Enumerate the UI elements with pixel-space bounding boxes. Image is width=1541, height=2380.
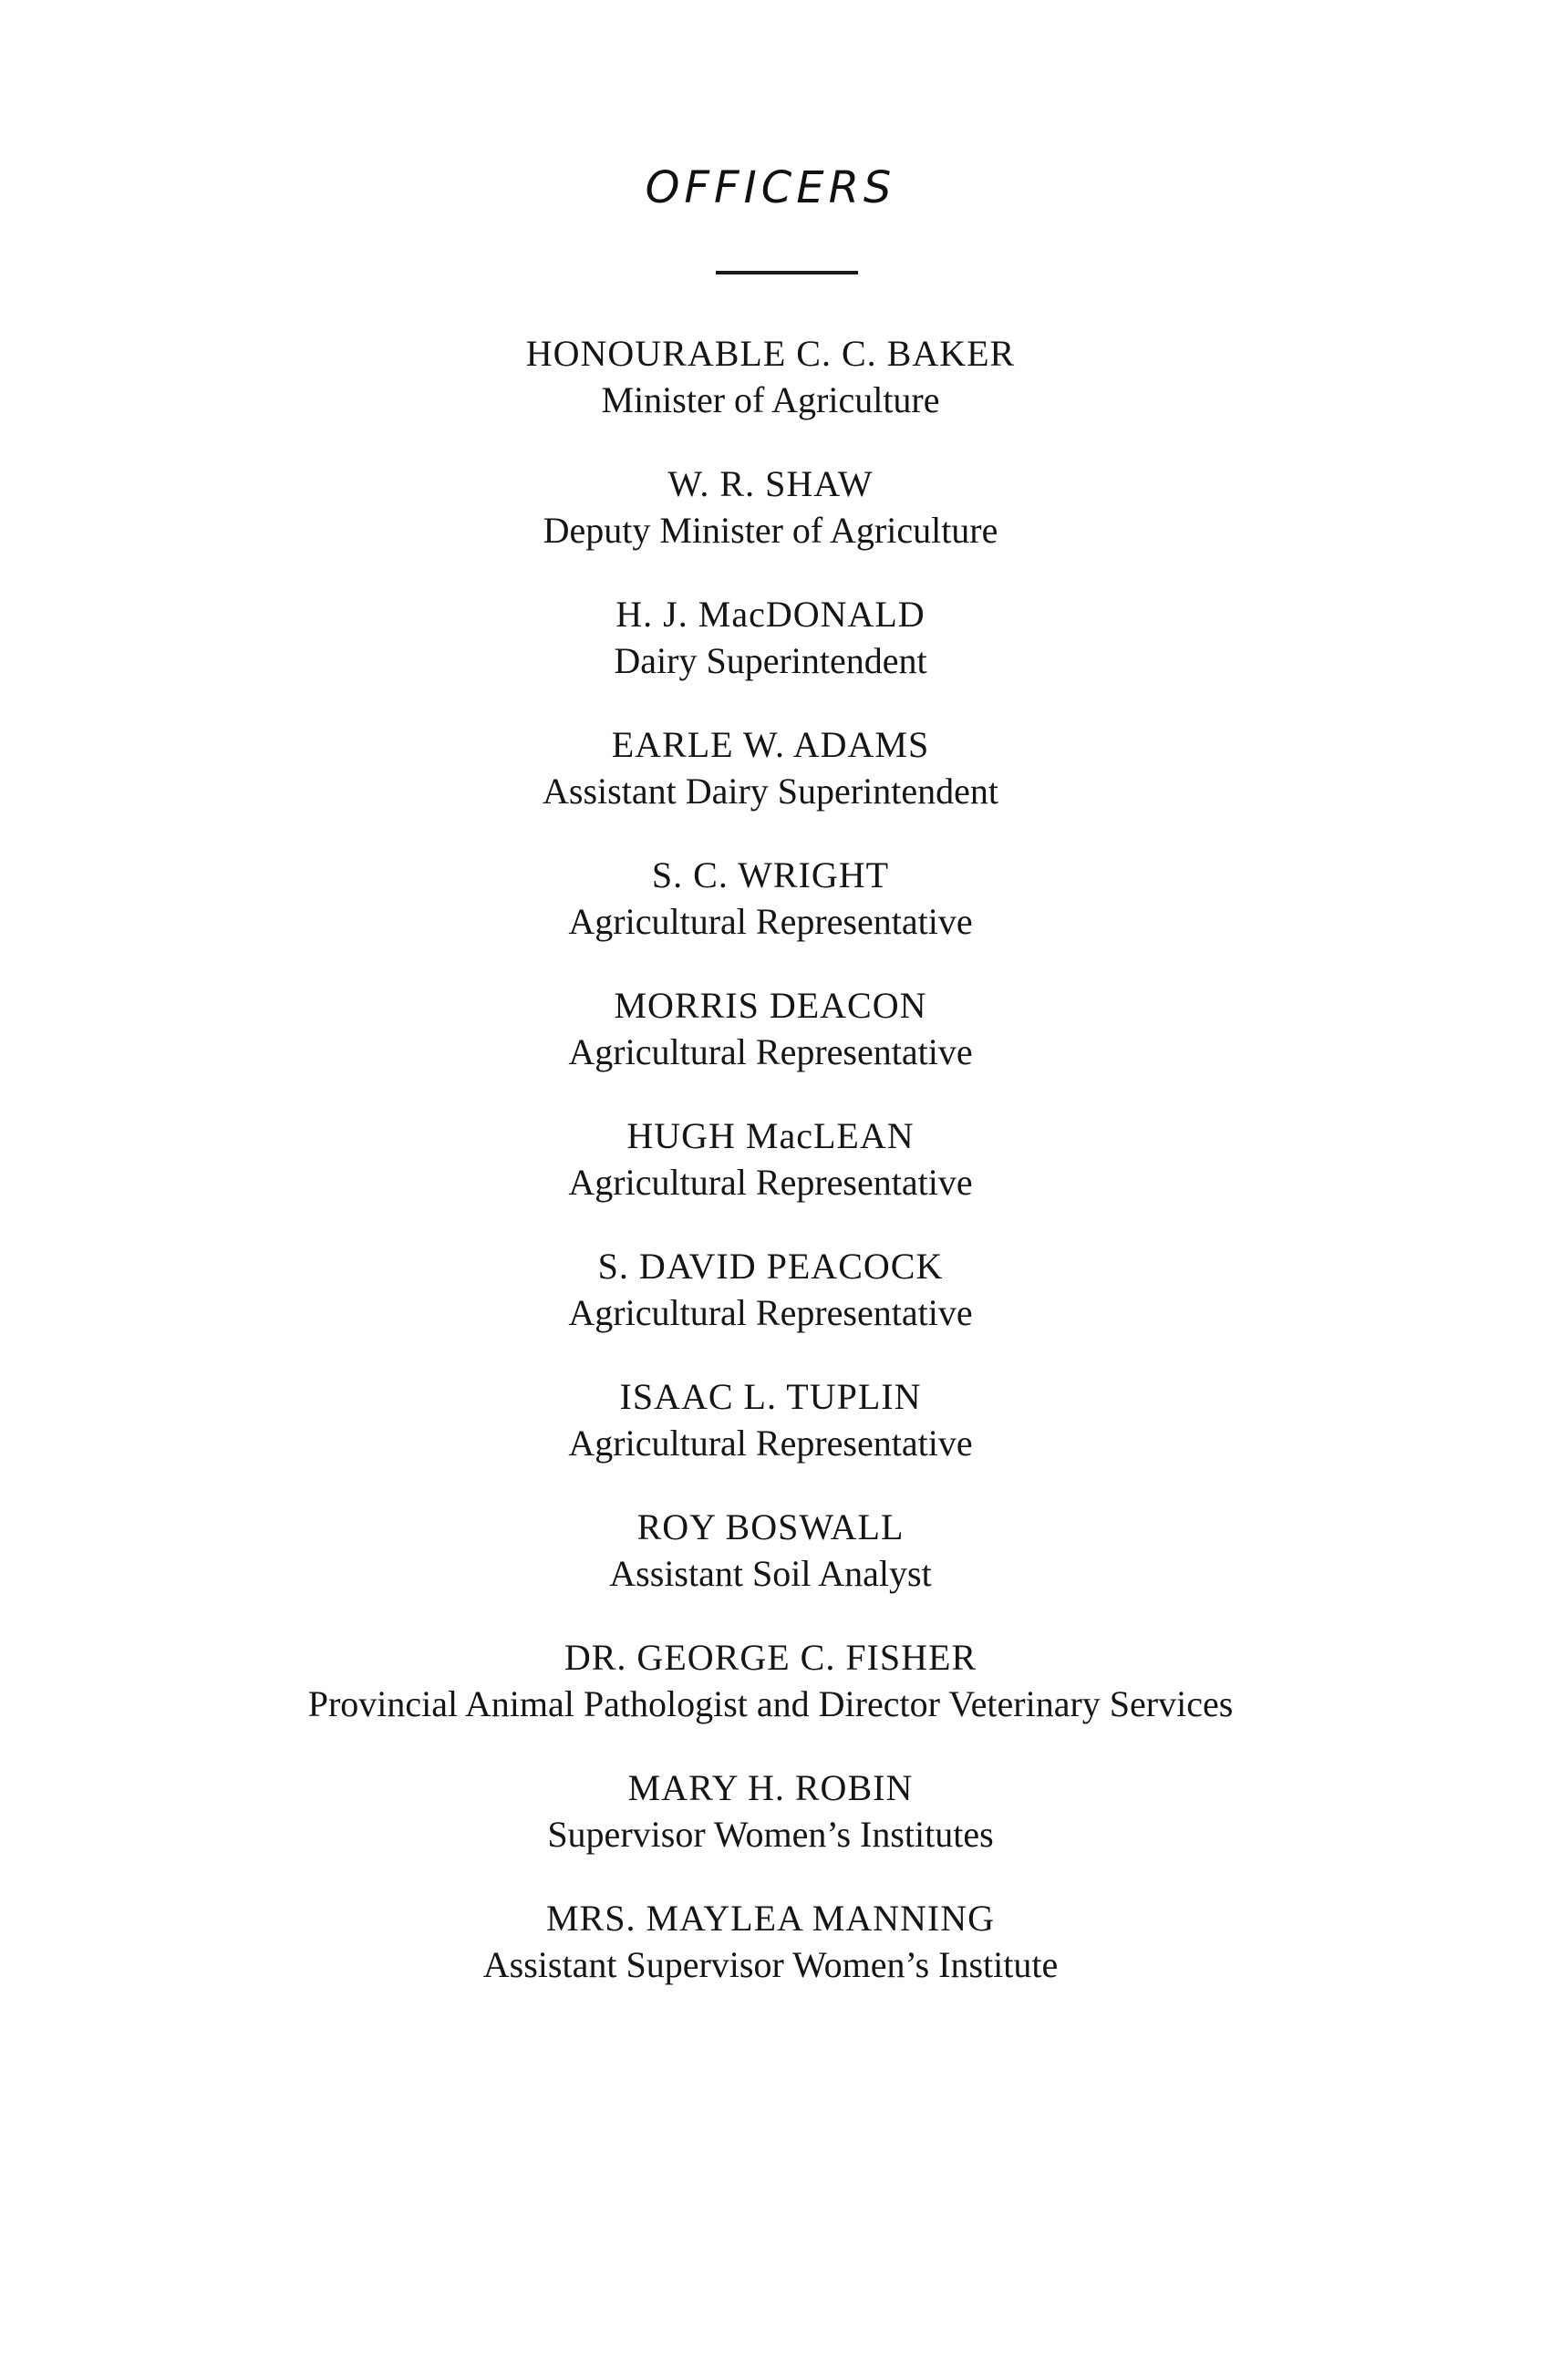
officer-name: MARY H. ROBIN <box>627 1767 914 1808</box>
officer-role: Provincial Animal Pathologist and Director Veterinary Services <box>307 1683 1234 1724</box>
officer-role: Assistant Dairy Superintendent <box>543 771 998 812</box>
officer-name: DR. GEORGE C. FISHER <box>564 1637 977 1678</box>
officer-name: H. J. MacDONALD <box>615 594 926 635</box>
officer-entry <box>0 460 1541 554</box>
officer-name: ROY BOSWALL <box>636 1506 905 1547</box>
officer-entry <box>0 1634 1541 1727</box>
officer-entry <box>0 1504 1541 1597</box>
officer-name: W. R. SHAW <box>667 463 874 504</box>
officer-role: Supervisor Women’s Institutes <box>547 1814 994 1855</box>
officer-entry <box>0 591 1541 684</box>
officer-entry <box>0 1764 1541 1857</box>
officer-name: HONOURABLE C. C. BAKER <box>525 333 1016 374</box>
officer-entry <box>0 330 1541 423</box>
officer-role: Minister of Agriculture <box>601 379 940 420</box>
officer-name: MORRIS DEACON <box>614 985 927 1026</box>
officers-list <box>0 330 1541 2025</box>
officer-name: S. DAVID PEACOCK <box>597 1246 944 1287</box>
officer-entry <box>0 1373 1541 1466</box>
officer-role: Agricultural Representative <box>568 901 973 942</box>
officer-role: Deputy Minister of Agriculture <box>543 510 998 551</box>
page-heading: OFFICERS <box>645 162 896 213</box>
officer-name: MRS. MAYLEA MANNING <box>545 1898 996 1939</box>
officer-entry <box>0 1243 1541 1336</box>
heading-rule <box>716 271 858 274</box>
officer-role: Agricultural Representative <box>568 1162 973 1203</box>
officer-entry <box>0 852 1541 945</box>
officer-name: S. C. WRIGHT <box>651 854 890 895</box>
officer-role: Agricultural Representative <box>568 1423 973 1464</box>
officer-role: Assistant Soil Analyst <box>609 1553 932 1594</box>
officer-role: Assistant Supervisor Women’s Institute <box>482 1944 1059 1985</box>
officer-entry <box>0 982 1541 1075</box>
officer-name: EARLE W. ADAMS <box>611 724 930 765</box>
officer-entry <box>0 1112 1541 1206</box>
officer-entry <box>0 721 1541 814</box>
officer-role: Agricultural Representative <box>568 1292 973 1333</box>
officer-role: Dairy Superintendent <box>614 640 927 681</box>
officer-name: HUGH MacLEAN <box>626 1115 915 1156</box>
officer-name: ISAAC L. TUPLIN <box>619 1376 922 1417</box>
officer-role: Agricultural Representative <box>568 1031 973 1072</box>
officer-entry <box>0 1895 1541 1988</box>
